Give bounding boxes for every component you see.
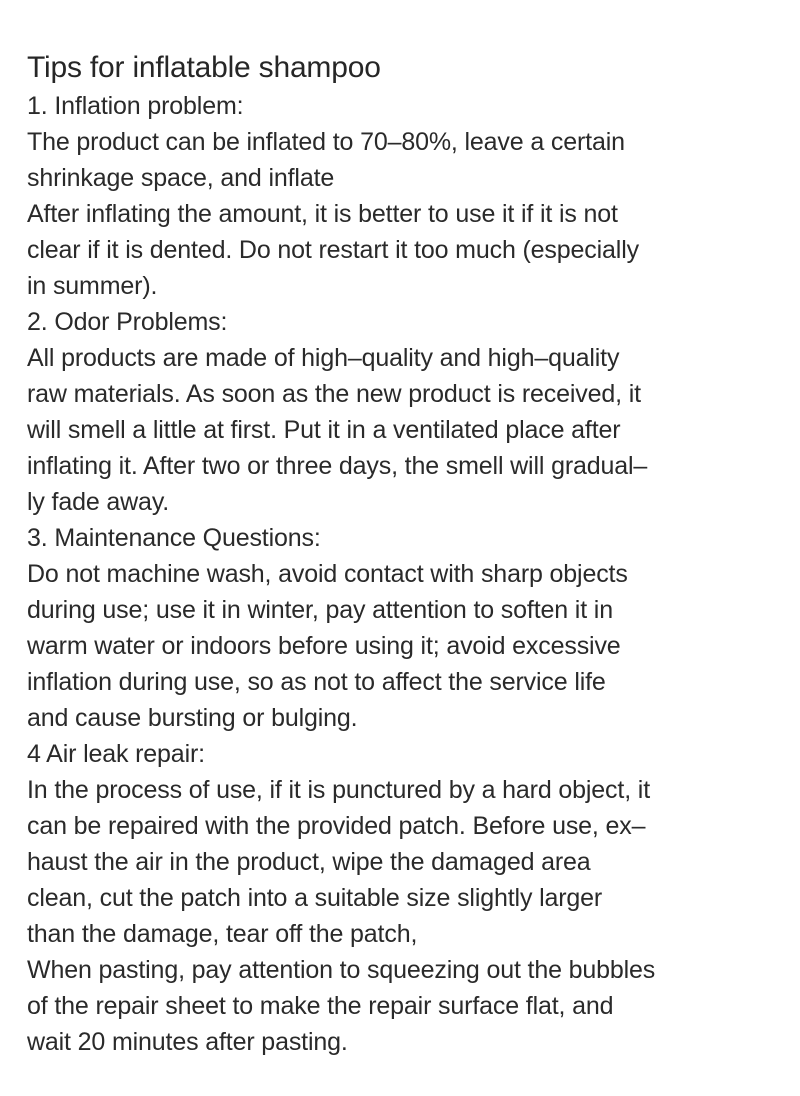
text-line: clean, cut the patch into a suitable size slightly larger: [27, 884, 603, 912]
text-line: The product can be inflated to 70–80%, leave a certain: [27, 128, 625, 156]
text-line: in summer).: [27, 272, 158, 300]
text-line: When pasting, pay attention to squeezing out the bubbles: [27, 956, 656, 984]
text-line: will smell a little at first. Put it in a ventilated place after: [27, 416, 621, 444]
text-line: and cause bursting or bulging.: [27, 704, 358, 732]
text-line: during use; use it in winter, pay attention to soften it in: [27, 596, 613, 624]
text-line: shrinkage space, and inflate: [27, 164, 335, 192]
text-line: than the damage, tear off the patch,: [27, 920, 418, 948]
text-line: raw materials. As soon as the new product is received, it: [27, 380, 641, 408]
text-line: 2. Odor Problems:: [27, 308, 228, 336]
text-line: Do not machine wash, avoid contact with sharp objects: [27, 560, 628, 588]
text-line: clear if it is dented. Do not restart it too much (especially: [27, 236, 639, 264]
text-line: 1. Inflation problem:: [27, 92, 244, 120]
text-line: In the process of use, if it is punctured by a hard object, it: [27, 776, 650, 804]
tips-document: [27, 48, 797, 1060]
text-line: warm water or indoors before using it; avoid excessive: [27, 632, 621, 660]
text-line: can be repaired with the provided patch. Before use, ex–: [27, 812, 646, 840]
text-line: wait 20 minutes after pasting.: [27, 1028, 348, 1056]
text-line: inflating it. After two or three days, the smell will gradual–: [27, 452, 648, 480]
document-title: Tips for inflatable shampoo: [27, 51, 381, 84]
text-line: of the repair sheet to make the repair surface flat, and: [27, 992, 614, 1020]
text-line: All products are made of high–quality and high–quality: [27, 344, 620, 372]
text-line: After inflating the amount, it is better to use it if it is not: [27, 200, 618, 228]
text-line: ly fade away.: [27, 488, 170, 516]
text-line: haust the air in the product, wipe the damaged area: [27, 848, 591, 876]
text-line: 3. Maintenance Questions:: [27, 524, 321, 552]
text-line: 4 Air leak repair:: [27, 740, 205, 768]
text-line: inflation during use, so as not to affect the service life: [27, 668, 606, 696]
